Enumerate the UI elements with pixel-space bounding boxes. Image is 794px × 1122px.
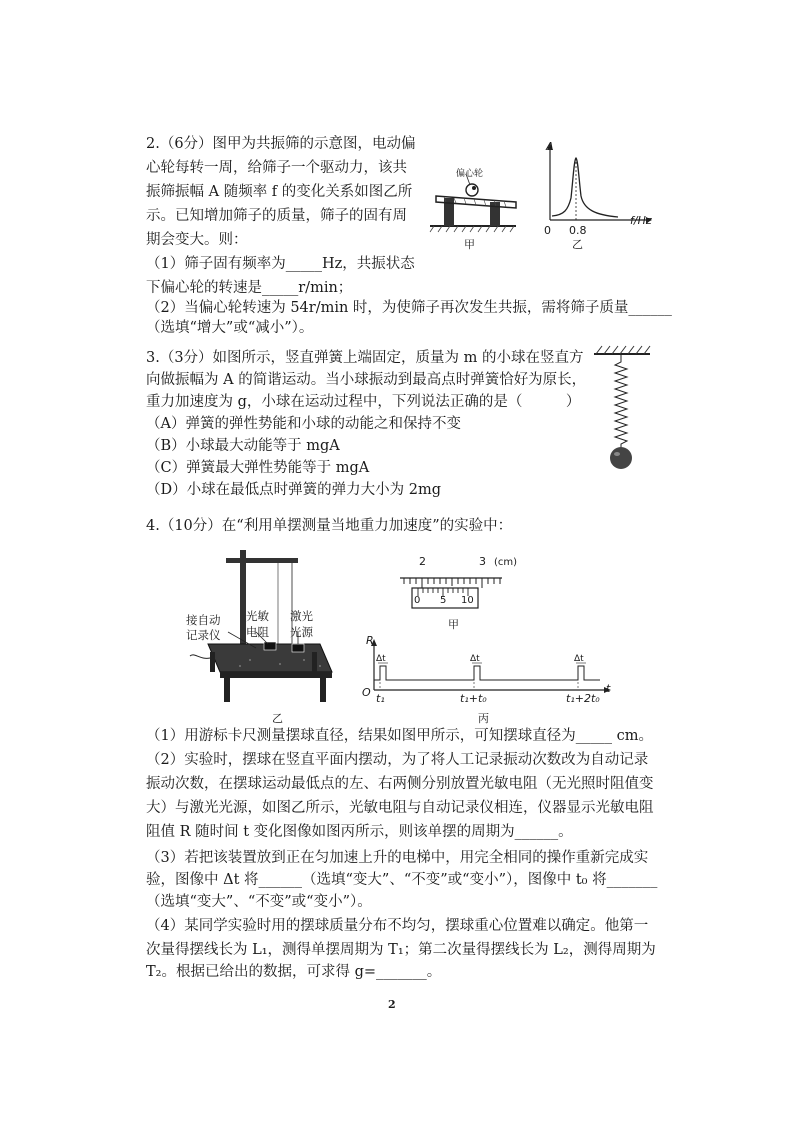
q4-vernier-scale-10: 10 [461, 595, 474, 606]
q2-line-8: （选填“增大”或“减小”）。 [146, 320, 314, 336]
q2-line-3: 示。已知增加筛子的质量，筛子的固有周 [146, 208, 407, 224]
q3-spring-figure [588, 342, 658, 472]
q4-line-10: T₂。根据已给出的数据，可求得 g=_______。 [146, 964, 442, 980]
q2-graph-origin: 0 [544, 224, 551, 237]
q4-line-2: 振动次数，在摆球运动最低点的左、右两侧分别放置光敏电阻（无光照时阻值变 [146, 776, 654, 792]
q2-graph-tick-0-8: 0.8 [569, 224, 587, 237]
q4-line-8: （4）某同学实验时用的摆球质量分布不均匀，摆球重心位置难以确定。他第一 [146, 918, 649, 934]
q4-line-5: （3）若把该装置放到正在匀加速上升的电梯中，用完全相同的操作重新完成实 [146, 850, 649, 866]
q4-title: 4.（10分）在“利用单摆测量当地重力加速度”的实验中： [146, 518, 513, 534]
q3-line-1: 向做振幅为 A 的简谐运动。当小球振动到最高点时弹簧恰好为原长， [146, 372, 587, 388]
q3-line-2: 重力加速度为 g，小球在运动过程中，下列说法正确的是（ ） [146, 394, 581, 410]
q4-label-laser-line1: 激光 [290, 609, 313, 623]
q2-eccentric-wheel-label: 偏心轮 [456, 169, 484, 179]
q2-graph-x-axis-label: f/Hz [630, 214, 652, 227]
q4-line-6: 验，图像中 Δt 将______（选填“变大”、“不变”或“变小”），图像中 t₀ 将_______ [146, 872, 658, 888]
q4-line-3: 大）与激光光源，如图乙所示，光敏电阻与自动记录仪相连，仪器显示光敏电阻 [146, 800, 654, 816]
q4-rt-y-axis-label: R [366, 634, 374, 647]
q4-vernier-unit: (cm) [494, 557, 518, 568]
q3-option-d: （D）小球在最低点时弹簧的弹力大小为 2mg [146, 482, 441, 498]
q4-fig-yi-caption: 乙 [272, 712, 283, 725]
q4-rt-t1-t0-label: t₁+t₀ [460, 692, 487, 705]
q4-vernier-scale-0: 0 [414, 595, 421, 606]
q2-line-1: 心轮每转一周，给筛子一个驱动力，该共 [146, 160, 407, 176]
q4-line-9: 次量得摆线长为 L₁，测得单摆周期为 T₁；第二次量得摆线长为 L₂，测得周期为 [146, 942, 656, 958]
q3-option-c: （C）弹簧最大弹性势能等于 mgA [146, 460, 370, 476]
q4-line-1: （2）实验时，摆球在竖直平面内摆动，为了将人工记录振动次数改为自动记录 [146, 752, 649, 768]
q4-rt-dt-label-1: Δt [376, 654, 386, 664]
q4-line-0: （1）用游标卡尺测量摆球直径，结果如图甲所示，可知摆球直径为_____ cm。 [146, 728, 653, 744]
q4-rt-dt-label-2: Δt [470, 654, 480, 664]
q2-line-2: 振筛振幅 A 随频率 f 的变化关系如图乙所 [146, 184, 413, 200]
q2-line-6: 下偏心轮的转速是_____r/min； [146, 280, 353, 296]
q2-fig-jia-caption: 甲 [464, 238, 475, 251]
q4-line-4: 阻值 R 随时间 t 变化图像如图丙所示，则该单摆的周期为______。 [146, 824, 573, 840]
q3-option-a: （A）弹簧的弹性势能和小球的动能之和保持不变 [146, 416, 461, 432]
q4-label-resistor-line1: 光敏 [246, 609, 269, 623]
q4-vernier-main-tick-2: 2 [419, 555, 426, 568]
q2-line-5: （1）筛子固有频率为_____Hz，共振状态 [146, 256, 415, 272]
q2-line-0: 2.（6分）图甲为共振筛的示意图，电动偏 [146, 136, 416, 152]
q4-label-recorder-line1: 接自动 [186, 613, 221, 627]
q4-rt-origin: O [362, 686, 371, 699]
q4-label-laser-line2: 光源 [290, 625, 313, 639]
q4-fig-bing-caption: 丙 [478, 712, 489, 725]
q2-fig-yi-caption: 乙 [572, 238, 583, 251]
q2-line-4: 期会变大。则： [146, 232, 248, 248]
q4-rt-t1-2t0-label: t₁+2t₀ [566, 692, 600, 705]
q4-rt-dt-label-3: Δt [574, 654, 584, 664]
q4-label-resistor-line2: 电阻 [246, 625, 269, 639]
q4-line-7: （选填“变大”、“不变”或“变小”）。 [146, 894, 372, 910]
q3-line-0: 3.（3分）如图所示，竖直弹簧上端固定，质量为 m 的小球在竖直方 [146, 350, 584, 366]
q4-label-recorder-line2: 记录仪 [186, 628, 221, 642]
q3-option-b: （B）小球最大动能等于 mgA [146, 438, 340, 454]
q4-fig-jia-caption: 甲 [448, 618, 459, 631]
q4-rt-t1-label: t₁ [376, 692, 385, 705]
q4-vernier-scale-5: 5 [440, 595, 447, 606]
q4-vernier-main-tick-3: 3 [479, 555, 486, 568]
q4-vernier-figure [398, 564, 508, 614]
q2-graph-y-axis-label: A [546, 140, 554, 153]
q2-line-7: （2）当偏心轮转速为 54r/min 时，为使筛子再次发生共振，需将筛子质量______ [146, 300, 672, 316]
q4-rt-x-axis-label: t [606, 682, 611, 695]
page-number: 2 [388, 998, 396, 1011]
